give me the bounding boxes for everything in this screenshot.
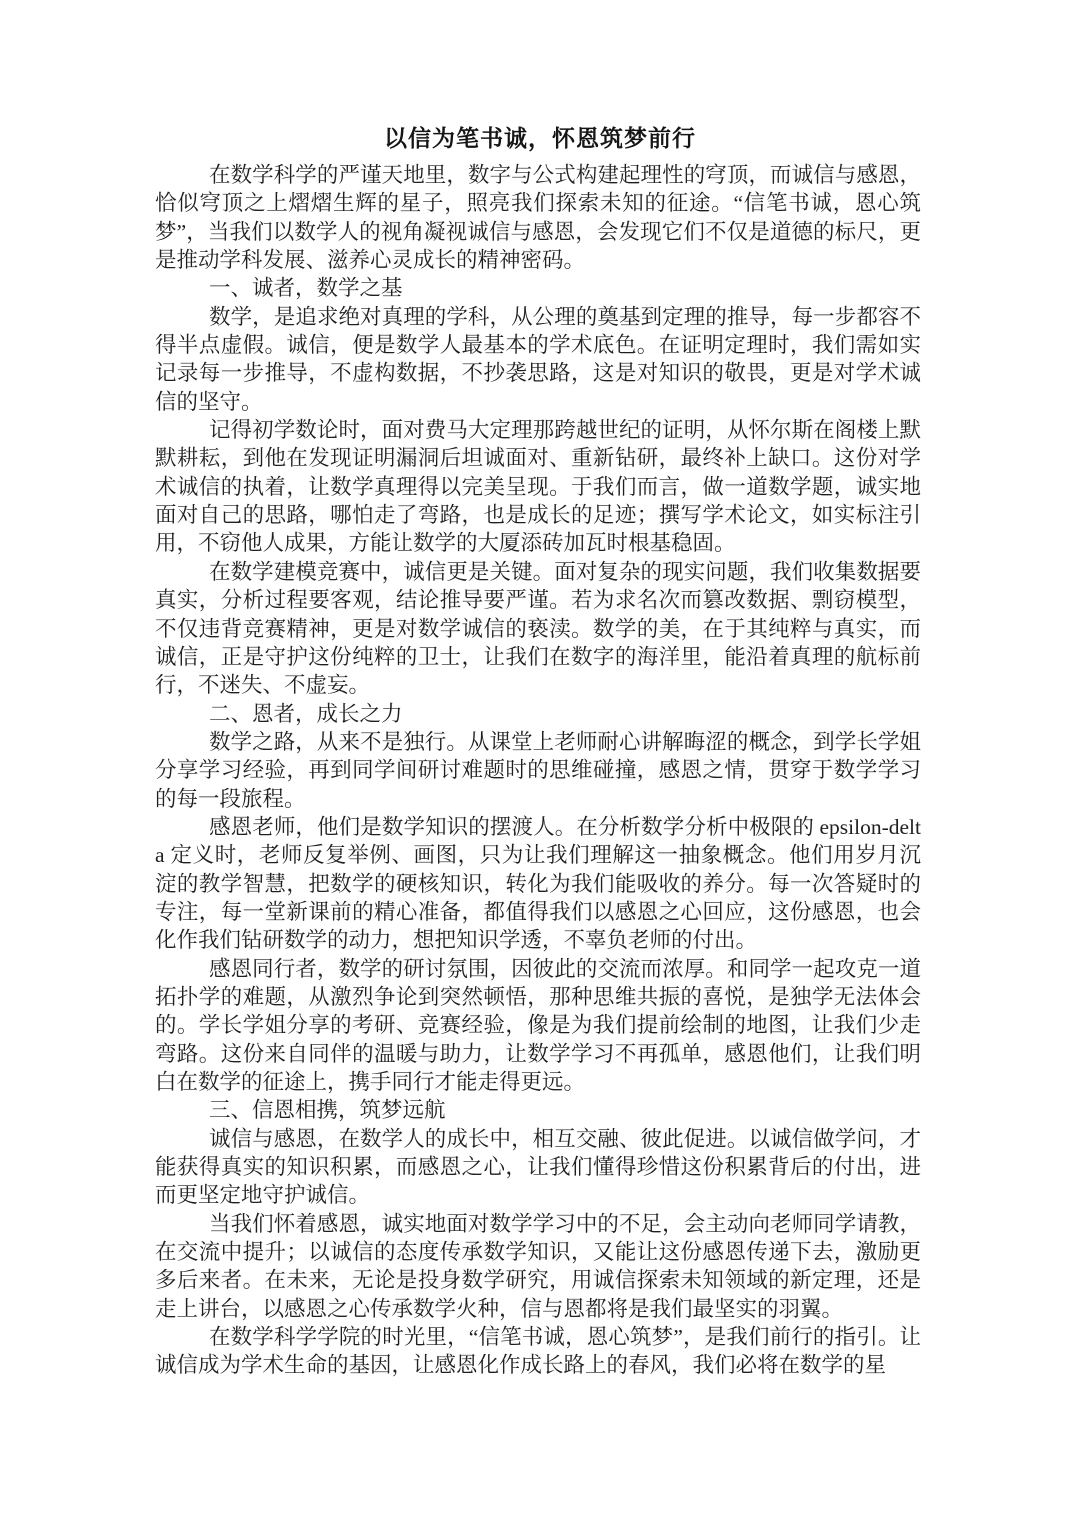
section-heading: 三、信恩相携，筑梦远航: [209, 1098, 446, 1123]
document-title: 以信为笔书诚，怀恩筑梦前行: [384, 125, 696, 151]
paragraph: 在数学科学学院的时光里，“信笔书诚，恩心筑梦”，是我们前行的指引。让诚信成为学术生命的基因，让感恩化作成长路上的春风，我们必将在数学的星: [155, 1325, 921, 1378]
paragraph: 诚信与感恩，在数学人的成长中，相互交融、彼此促进。以诚信做学问，才能获得真实的知识积累，而感恩之心，让我们懂得珍惜这份积累背后的付出，进而更坚定地守护诚信。: [155, 1126, 921, 1208]
document-body: [155, 161, 921, 1380]
paragraph: 在数学建模竞赛中，诚信更是关键。面对复杂的现实问题，我们收集数据要真实，分析过程要客观，结论推导要严谨。若为求名次而篡改数据、剽窃模型，不仅违背竞赛精神，更是对数学诚信的亵渎。数学的美，在于其纯粹与真实，而诚信，正是守护这份纯粹的卫士，让我们在数字的海洋里，能沿着真理的航标前行，不迷失、不虚妄。: [155, 559, 921, 698]
paragraph: 数学之路，从来不是独行。从课堂上老师耐心讲解晦涩的概念，到学长学姐分享学习经验，再到同学间研讨难题时的思维碰撞，感恩之情，贯穿于数学学习的每一段旅程。: [155, 729, 921, 811]
paragraph: 当我们怀着感恩，诚实地面对数学学习中的不足，会主动向老师同学请教，在交流中提升；以诚信的态度传承数学知识，又能让这份感恩传递下去，激励更多后来者。在未来，无论是投身数学研究，用诚信探索未知领域的新定理，还是走上讲台，以感恩之心传承数学火种，信与恩都将是我们最坚实的羽翼。: [155, 1211, 921, 1321]
paragraph: 记得初学数论时，面对费马大定理那跨越世纪的证明，从怀尔斯在阁楼上默默耕耘，到他在发现证明漏洞后坦诚面对、重新钻研，最终补上缺口。这份对学术诚信的执着，让数学真理得以完美呈现。于我们而言，做一道数学题，诚实地面对自己的思路，哪怕走了弯路，也是成长的足迹；撰写学术论文，如实标注引用，不窃他人成果，方能让数学的大厦添砖加瓦时根基稳固。: [155, 418, 921, 556]
paragraph: 感恩同行者，数学的研讨氛围，因彼此的交流而浓厚。和同学一起攻克一道拓扑学的难题，从激烈争论到突然顿悟，那种思维共振的喜悦，是独学无法体会的。学长学姐分享的考研、竞赛经验，像是为我们提前绘制的地图，让我们少走弯路。这份来自同伴的温暖与助力，让数学学习不再孤单，感恩他们，让我们明白在数学的征途上，携手同行才能走得更远。: [155, 956, 921, 1094]
paragraph: 数学，是追求绝对真理的学科，从公理的奠基到定理的推导，每一步都容不得半点虚假。诚信，便是数学人最基本的学术底色。在证明定理时，我们需如实记录每一步推导，不虚构数据，不抄袭思路，这是对知识的敬畏，更是对学术诚信的坚守。: [155, 304, 921, 414]
paragraph: 感恩老师，他们是数学知识的摆渡人。在分析数学分析中极限的 epsilon-delta 定义时，老师反复举例、画图，只为让我们理解这一抽象概念。他们用岁月沉淀的教学智慧，把数学的硬核知识，转化为我们能吸收的养分。每一次答疑时的专注，每一堂新课前的精心准备，都值得我们以感恩之心回应，这份感恩，也会化作我们钻研数学的动力，想把知识学透，不辜负老师的付出。: [155, 814, 921, 953]
paragraph: 在数学科学的严谨天地里，数字与公式构建起理性的穹顶，而诚信与感恩，恰似穹顶之上熠熠生辉的星子，照亮我们探索未知的征途。“信笔书诚，恩心筑梦”，当我们以数学人的视角凝视诚信与感恩，会发现它们不仅是道德的标尺，更是推动学科发展、滋养心灵成长的精神密码。: [155, 163, 921, 273]
section-heading: 一、诚者，数学之基: [209, 276, 403, 301]
section-heading: 二、恩者，成长之力: [209, 701, 403, 726]
